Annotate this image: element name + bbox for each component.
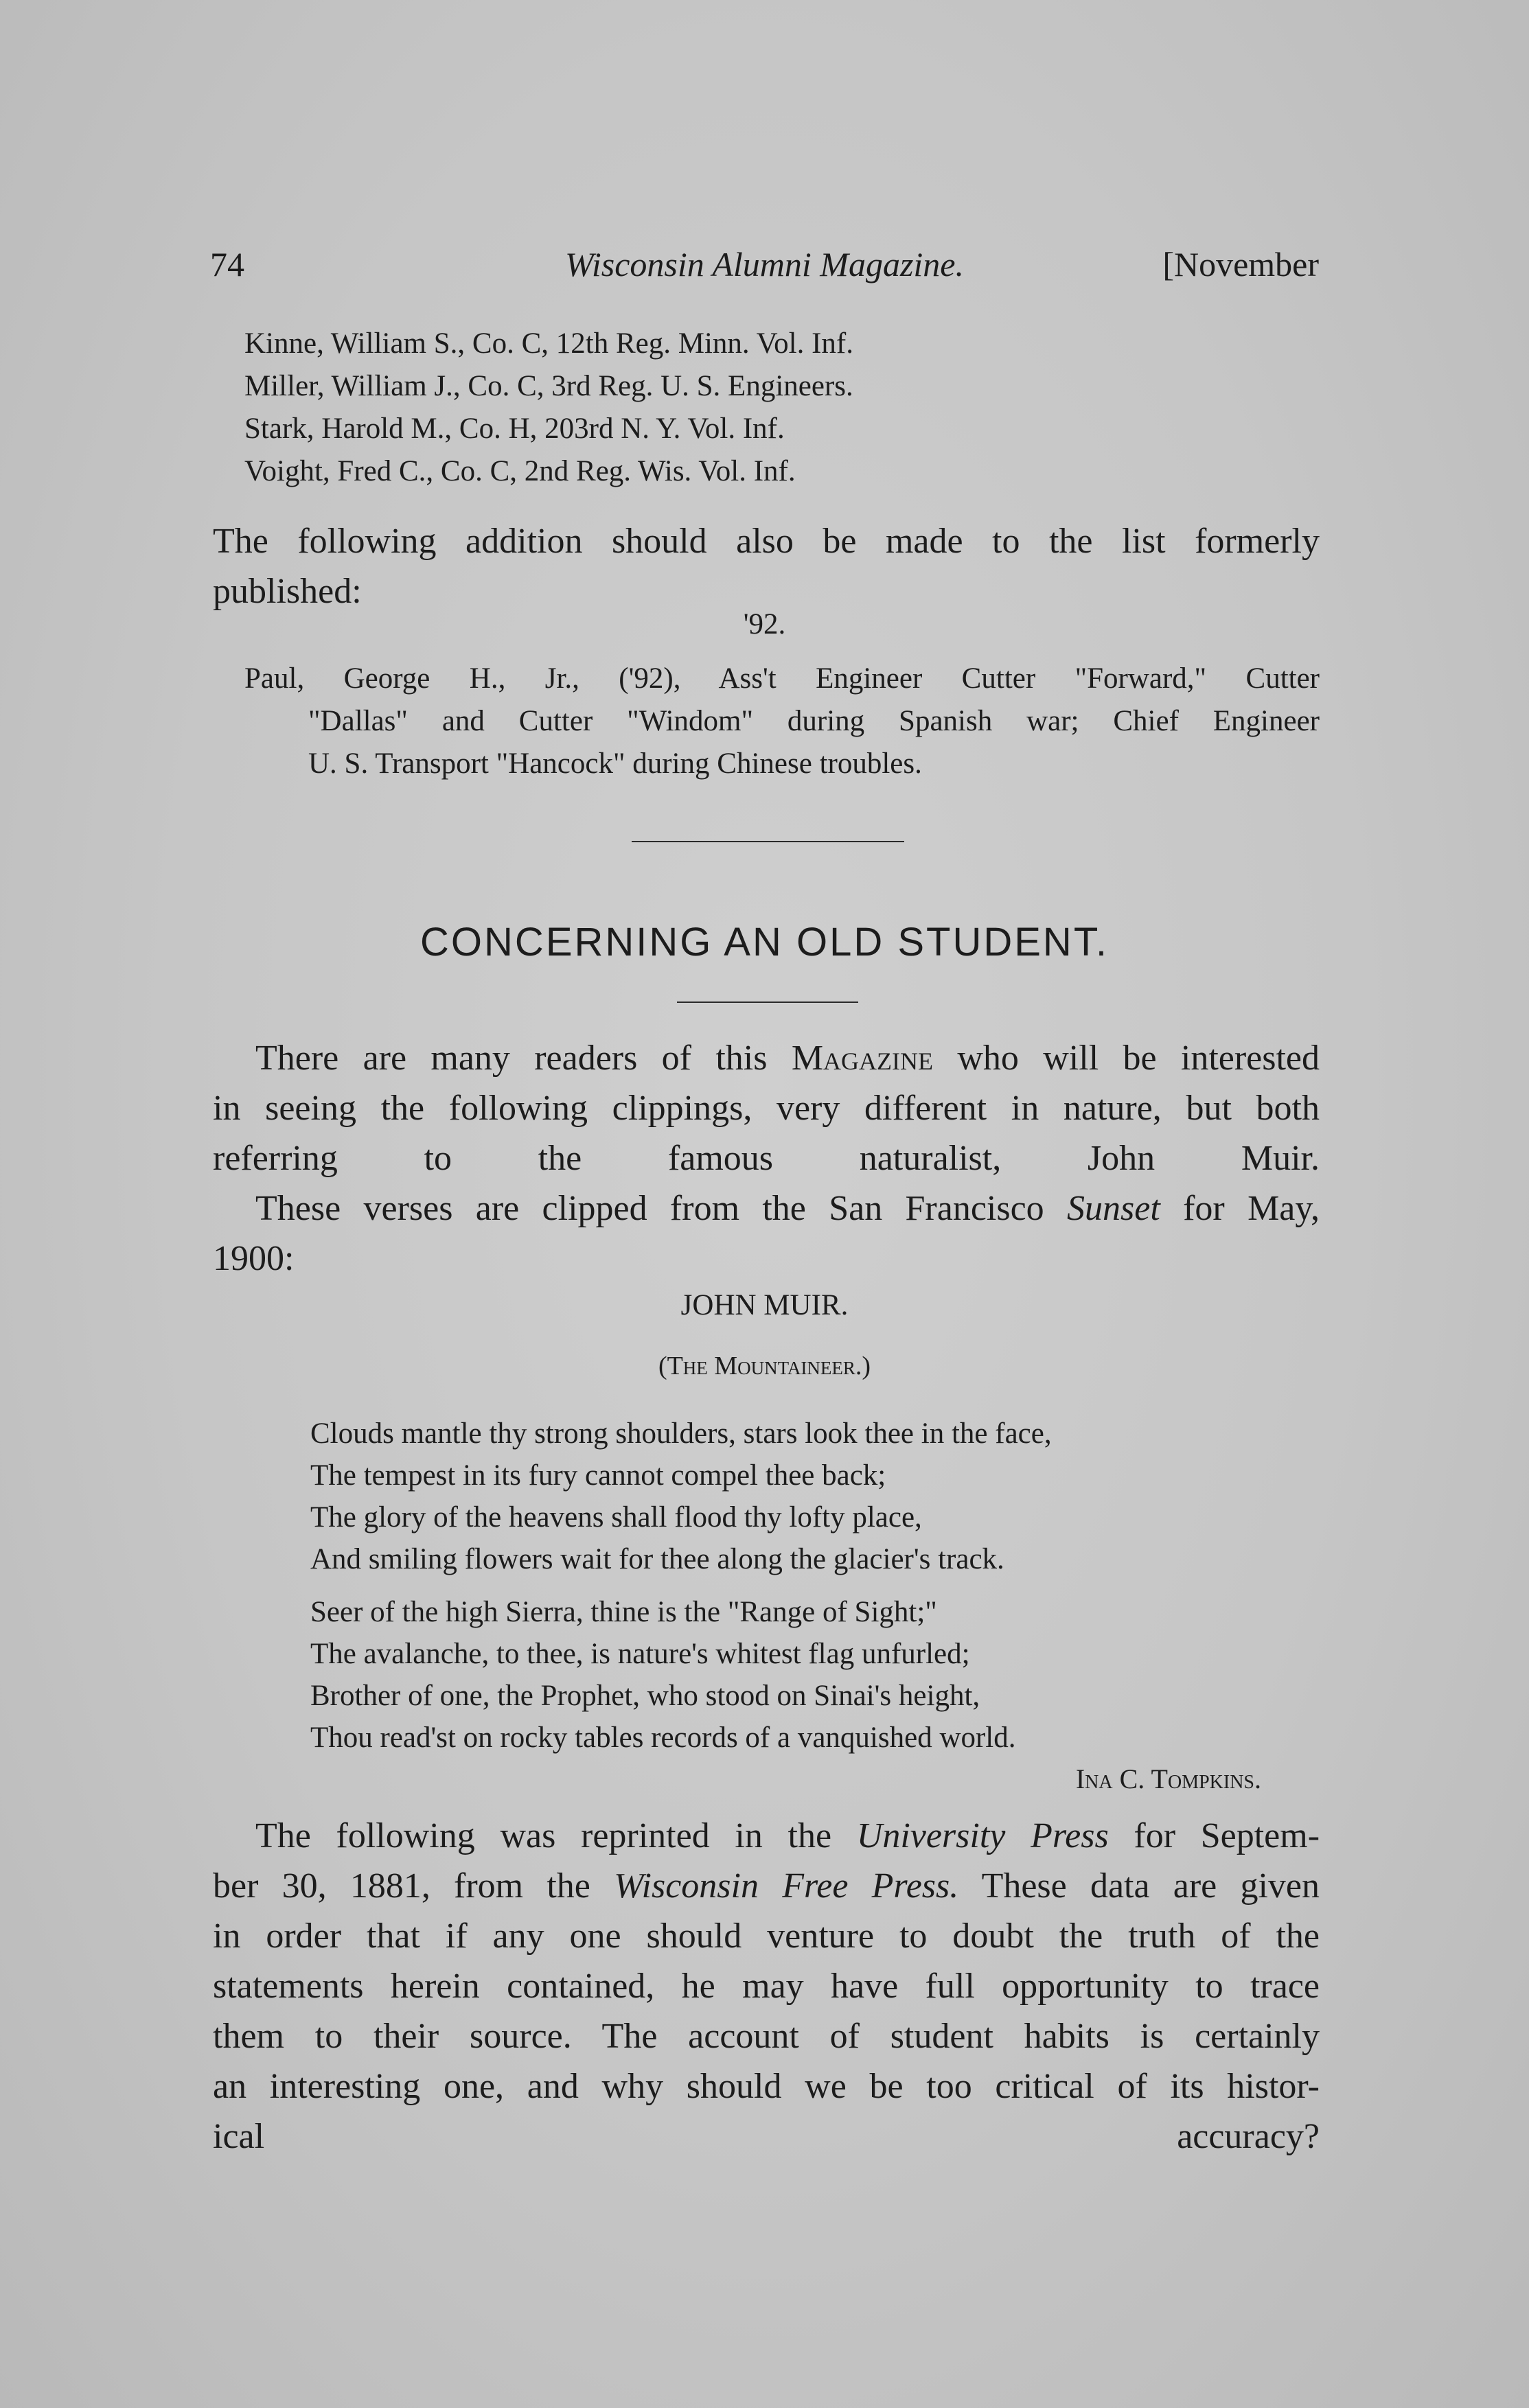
article-paragraph-2 xyxy=(213,1183,1320,1284)
poem-line: And smiling flowers wait for thee along the glacier's track. xyxy=(310,1543,1004,1575)
paragraph-line: ber 30, 1881, from the Wisconsin Free Press. These data are given xyxy=(213,1866,1320,1906)
poem-line: Clouds mantle thy strong shoulders, stars look thee in the face, xyxy=(310,1417,1052,1450)
running-title: Wisconsin Alumni Magazine. xyxy=(564,245,964,283)
paragraph-line: in order that if any one should venture to doubt the truth of the xyxy=(213,1917,1320,1956)
magazine-name: Magazine xyxy=(791,1039,934,1078)
closing-paragraph xyxy=(213,1811,1320,2162)
roster-entry: Miller, William J., Co. C, 3rd Reg. U. S. Engineers. xyxy=(244,370,853,402)
section-divider xyxy=(632,841,904,842)
article-headline: CONCERNING AN OLD STUDENT. xyxy=(420,920,1109,964)
class-year: '92. xyxy=(743,608,786,640)
issue-month: [November xyxy=(1162,245,1319,283)
poem-line: Brother of one, the Prophet, who stood on Sinai's height, xyxy=(310,1680,980,1712)
poem-stanza-2 xyxy=(310,1591,1016,1759)
paragraph-line: an interesting one, and why should we be too critical of its histor- xyxy=(213,2067,1320,2106)
addition-entry-line: Paul, George H., Jr., ('92), Ass't Engineer Cutter "Forward," Cutter xyxy=(244,662,1320,695)
paragraph-line: referring to the famous naturalist, John Muir. xyxy=(213,1139,1320,1178)
addition-entry-line: U. S. Transport "Hancock" during Chinese troubles. xyxy=(308,748,922,780)
roster-entry: Stark, Harold M., Co. H, 203rd N. Y. Vol. Inf. xyxy=(244,413,785,445)
poem-author: Ina C. Tompkins. xyxy=(1075,1763,1261,1794)
poem-line: The avalanche, to thee, is nature's whitest flag unfurled; xyxy=(310,1638,970,1670)
paragraph-line: statements herein contained, he may have full opportunity to trace xyxy=(213,1967,1320,2006)
poem-title: JOHN MUIR. xyxy=(680,1289,849,1321)
addition-entry-line: "Dallas" and Cutter "Windom" during Spanish war; Chief Engineer xyxy=(308,705,1320,737)
paragraph-line: The following was reprinted in the University Press for Septem- xyxy=(255,1816,1320,1855)
poem-line: The glory of the heavens shall flood thy lofty place, xyxy=(310,1501,922,1533)
paragraph-line: in seeing the following clippings, very different in nature, but both xyxy=(213,1089,1320,1128)
addition-intro-line: The following addition should also be made to the list formerly xyxy=(213,522,1320,561)
publication-name: Wisconsin Free Press. xyxy=(614,1866,959,1906)
roster-entry: Voight, Fred C., Co. C, 2nd Reg. Wis. Vol. Inf. xyxy=(244,455,796,487)
publication-name: University Press xyxy=(856,1816,1109,1855)
paragraph-line: ical accuracy? xyxy=(213,2117,1320,2156)
poem-line: Seer of the high Sierra, thine is the "Range of Sight;" xyxy=(310,1596,937,1628)
paragraph-line: 1900: xyxy=(213,1239,295,1278)
addition-intro-line: published: xyxy=(213,572,362,611)
paragraph-line: These verses are clipped from the San Francisco Sunset for May, xyxy=(255,1189,1320,1228)
poem-line: Thou read'st on rocky tables records of a vanquished world. xyxy=(310,1722,1016,1754)
roster-entry: Kinne, William S., Co. C, 12th Reg. Minn. Vol. Inf. xyxy=(244,327,853,360)
paragraph-line: There are many readers of this Magazine who will be interested xyxy=(255,1039,1320,1078)
paragraph-line: them to their source. The account of student habits is certainly xyxy=(213,2017,1320,2056)
poem-subtitle: (The Mountaineer.) xyxy=(658,1352,871,1380)
poem-line: The tempest in its fury cannot compel thee back; xyxy=(310,1459,886,1492)
publication-name: Sunset xyxy=(1067,1189,1160,1228)
roster-list xyxy=(244,323,853,493)
page-number: 74 xyxy=(210,245,244,283)
headline-rule xyxy=(677,1002,858,1003)
addition-intro xyxy=(213,516,1320,616)
poem-stanza-1 xyxy=(310,1413,1052,1580)
article-paragraph-1 xyxy=(213,1033,1320,1183)
addition-entry xyxy=(244,658,1320,785)
